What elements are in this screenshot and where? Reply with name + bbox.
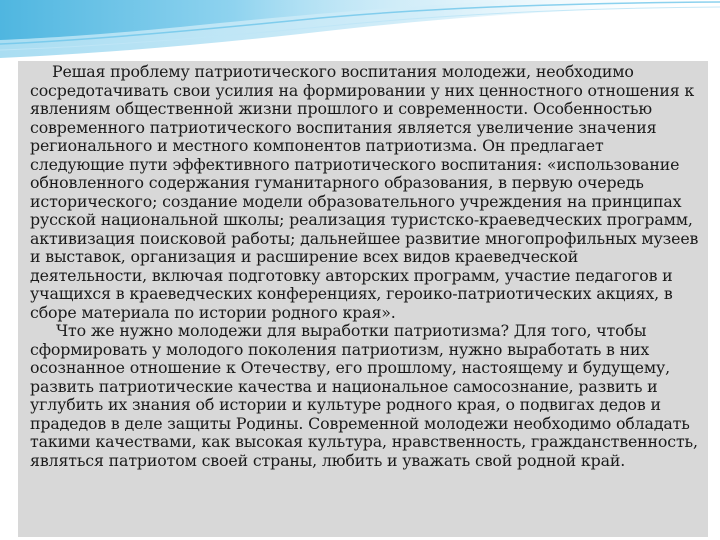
text-box — [18, 61, 708, 537]
paragraph-1: Решая проблему патриотического воспитания молодежи, необходимо сосредотачивать свои усилия на формировании у них ценностного отношения к явлениям общественной жизни прошлого и современности. Особенностью современного патриотического воспитания является увеличение значения регионального и местного компонентов патриотизма. Он предлагает следующие пути эффективного патриотического воспитания: «использование обновленного содержания гуманитарного образования, в первую очередь исторического; создание модели образовательного учреждения на принципах русской национальной школы; реализация туристско-краеведческих программ, активизация поисковой работы; дальнейшее развитие многопрофильных музеев и выставок, организация и расширение всех видов краеведческой деятельности, включая подготовку авторских программ, участие педагогов и учащихся в краеведческих конференциях, героико-патриотических акциях, в сборе материала по истории родного края». — [30, 62, 699, 322]
paragraph-2: Что же нужно молодежи для выработки патриотизма? Для того, чтобы сформировать у молодого поколения патриотизм, нужно выработать в них осознанное отношение к Отечеству, его прошлому, настоящему и будущему, развить патриотические качества и национальное самосознание, развить и углубить их знания об истории и культуре родного края, о подвигах дедов и прадедов в деле защиты Родины. Современной молодежи необходимо обладать такими качествами, как высокая культура, нравственность, гражданственность, являться патриотом своей страны, любить и уважать свой родной край. — [30, 321, 698, 470]
